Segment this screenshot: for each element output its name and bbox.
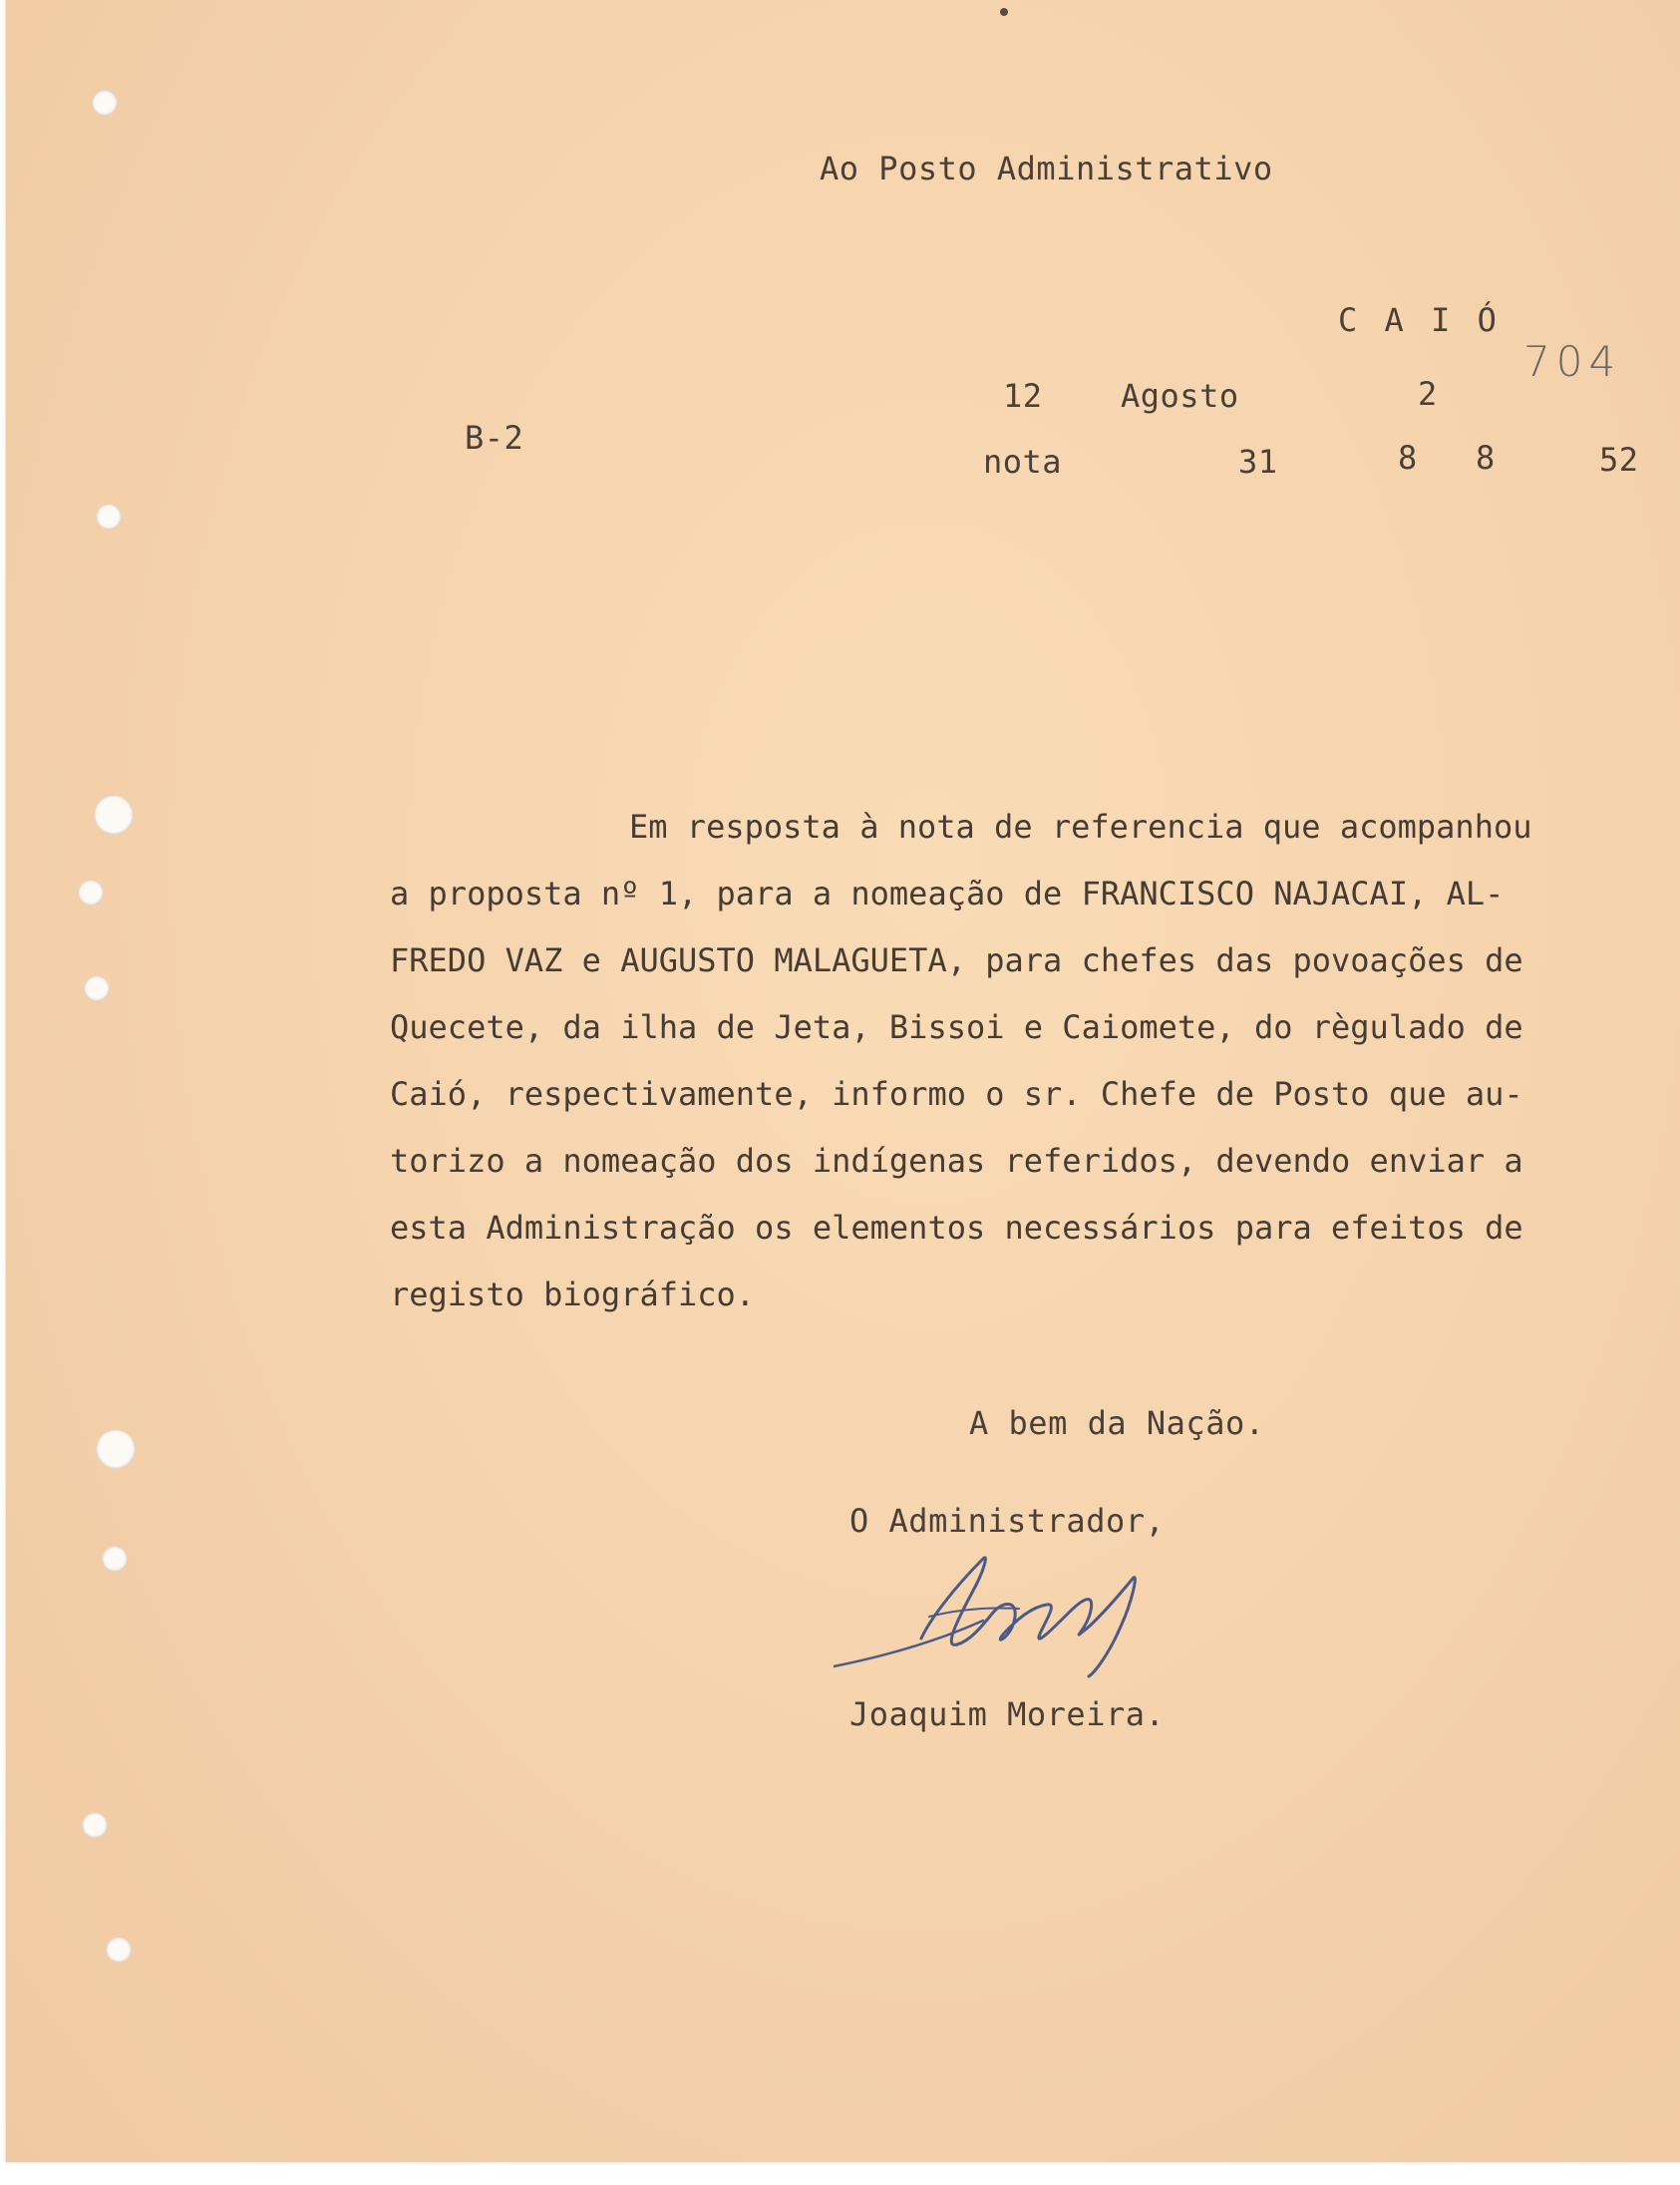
punch-hole-icon — [96, 1429, 136, 1469]
punch-hole-icon — [106, 1937, 132, 1963]
body-line: FREDO VAZ e AUGUSTO MALAGUETA, para chefes das povoações de — [390, 941, 1523, 979]
punch-hole-icon — [102, 1546, 128, 1572]
pin-mark — [1000, 8, 1008, 16]
document-paper — [6, 0, 1680, 2162]
note-ref-a: 8 — [1398, 439, 1418, 477]
closing-salutation: A bem da Nação. — [969, 1404, 1265, 1442]
recipient-line: Ao Posto Administrativo — [820, 150, 1273, 187]
punch-hole-icon — [84, 975, 110, 1001]
note-year: 52 — [1599, 441, 1639, 479]
body-line: esta Administração os elementos necessários para efeitos de — [390, 1209, 1523, 1247]
punch-hole-icon — [96, 504, 122, 530]
date-month: Agosto — [1121, 377, 1239, 415]
body-line: Caió, respectivamente, informo o sr. Chefe de Posto que au- — [390, 1075, 1523, 1113]
body-line: registo biográfico. — [390, 1275, 756, 1313]
classification-code: B-2 — [465, 419, 524, 457]
punch-hole-icon — [94, 795, 134, 835]
punch-hole-icon — [82, 1812, 108, 1838]
handwritten-stamp-number: 704 — [1523, 337, 1622, 386]
signer-name: Joaquim Moreira. — [849, 1695, 1166, 1733]
reference-number: 2 — [1418, 375, 1438, 413]
punch-hole-icon — [78, 880, 104, 906]
signer-title: O Administrador, — [849, 1502, 1166, 1540]
date-day: 12 — [1003, 377, 1043, 415]
body-line: torizo a nomeação dos indígenas referidos, devendo enviar a — [390, 1142, 1523, 1180]
punch-hole-icon — [92, 90, 118, 116]
body-line: Quecete, da ilha de Jeta, Bissoi e Caiomete, do règulado de — [390, 1008, 1523, 1046]
body-line: Em resposta à nota de referencia que acompanhou — [629, 808, 1532, 846]
note-number: 31 — [1238, 443, 1278, 481]
place-name: C A I Ó — [1338, 301, 1501, 339]
body-line: a proposta nº 1, para a nomeação de FRANCISCO NAJACAI, AL- — [390, 875, 1505, 912]
handwritten-signature — [834, 1551, 1202, 1680]
note-ref-b: 8 — [1476, 439, 1496, 477]
letter-body — [390, 794, 1576, 1328]
note-label: nota — [983, 443, 1063, 481]
